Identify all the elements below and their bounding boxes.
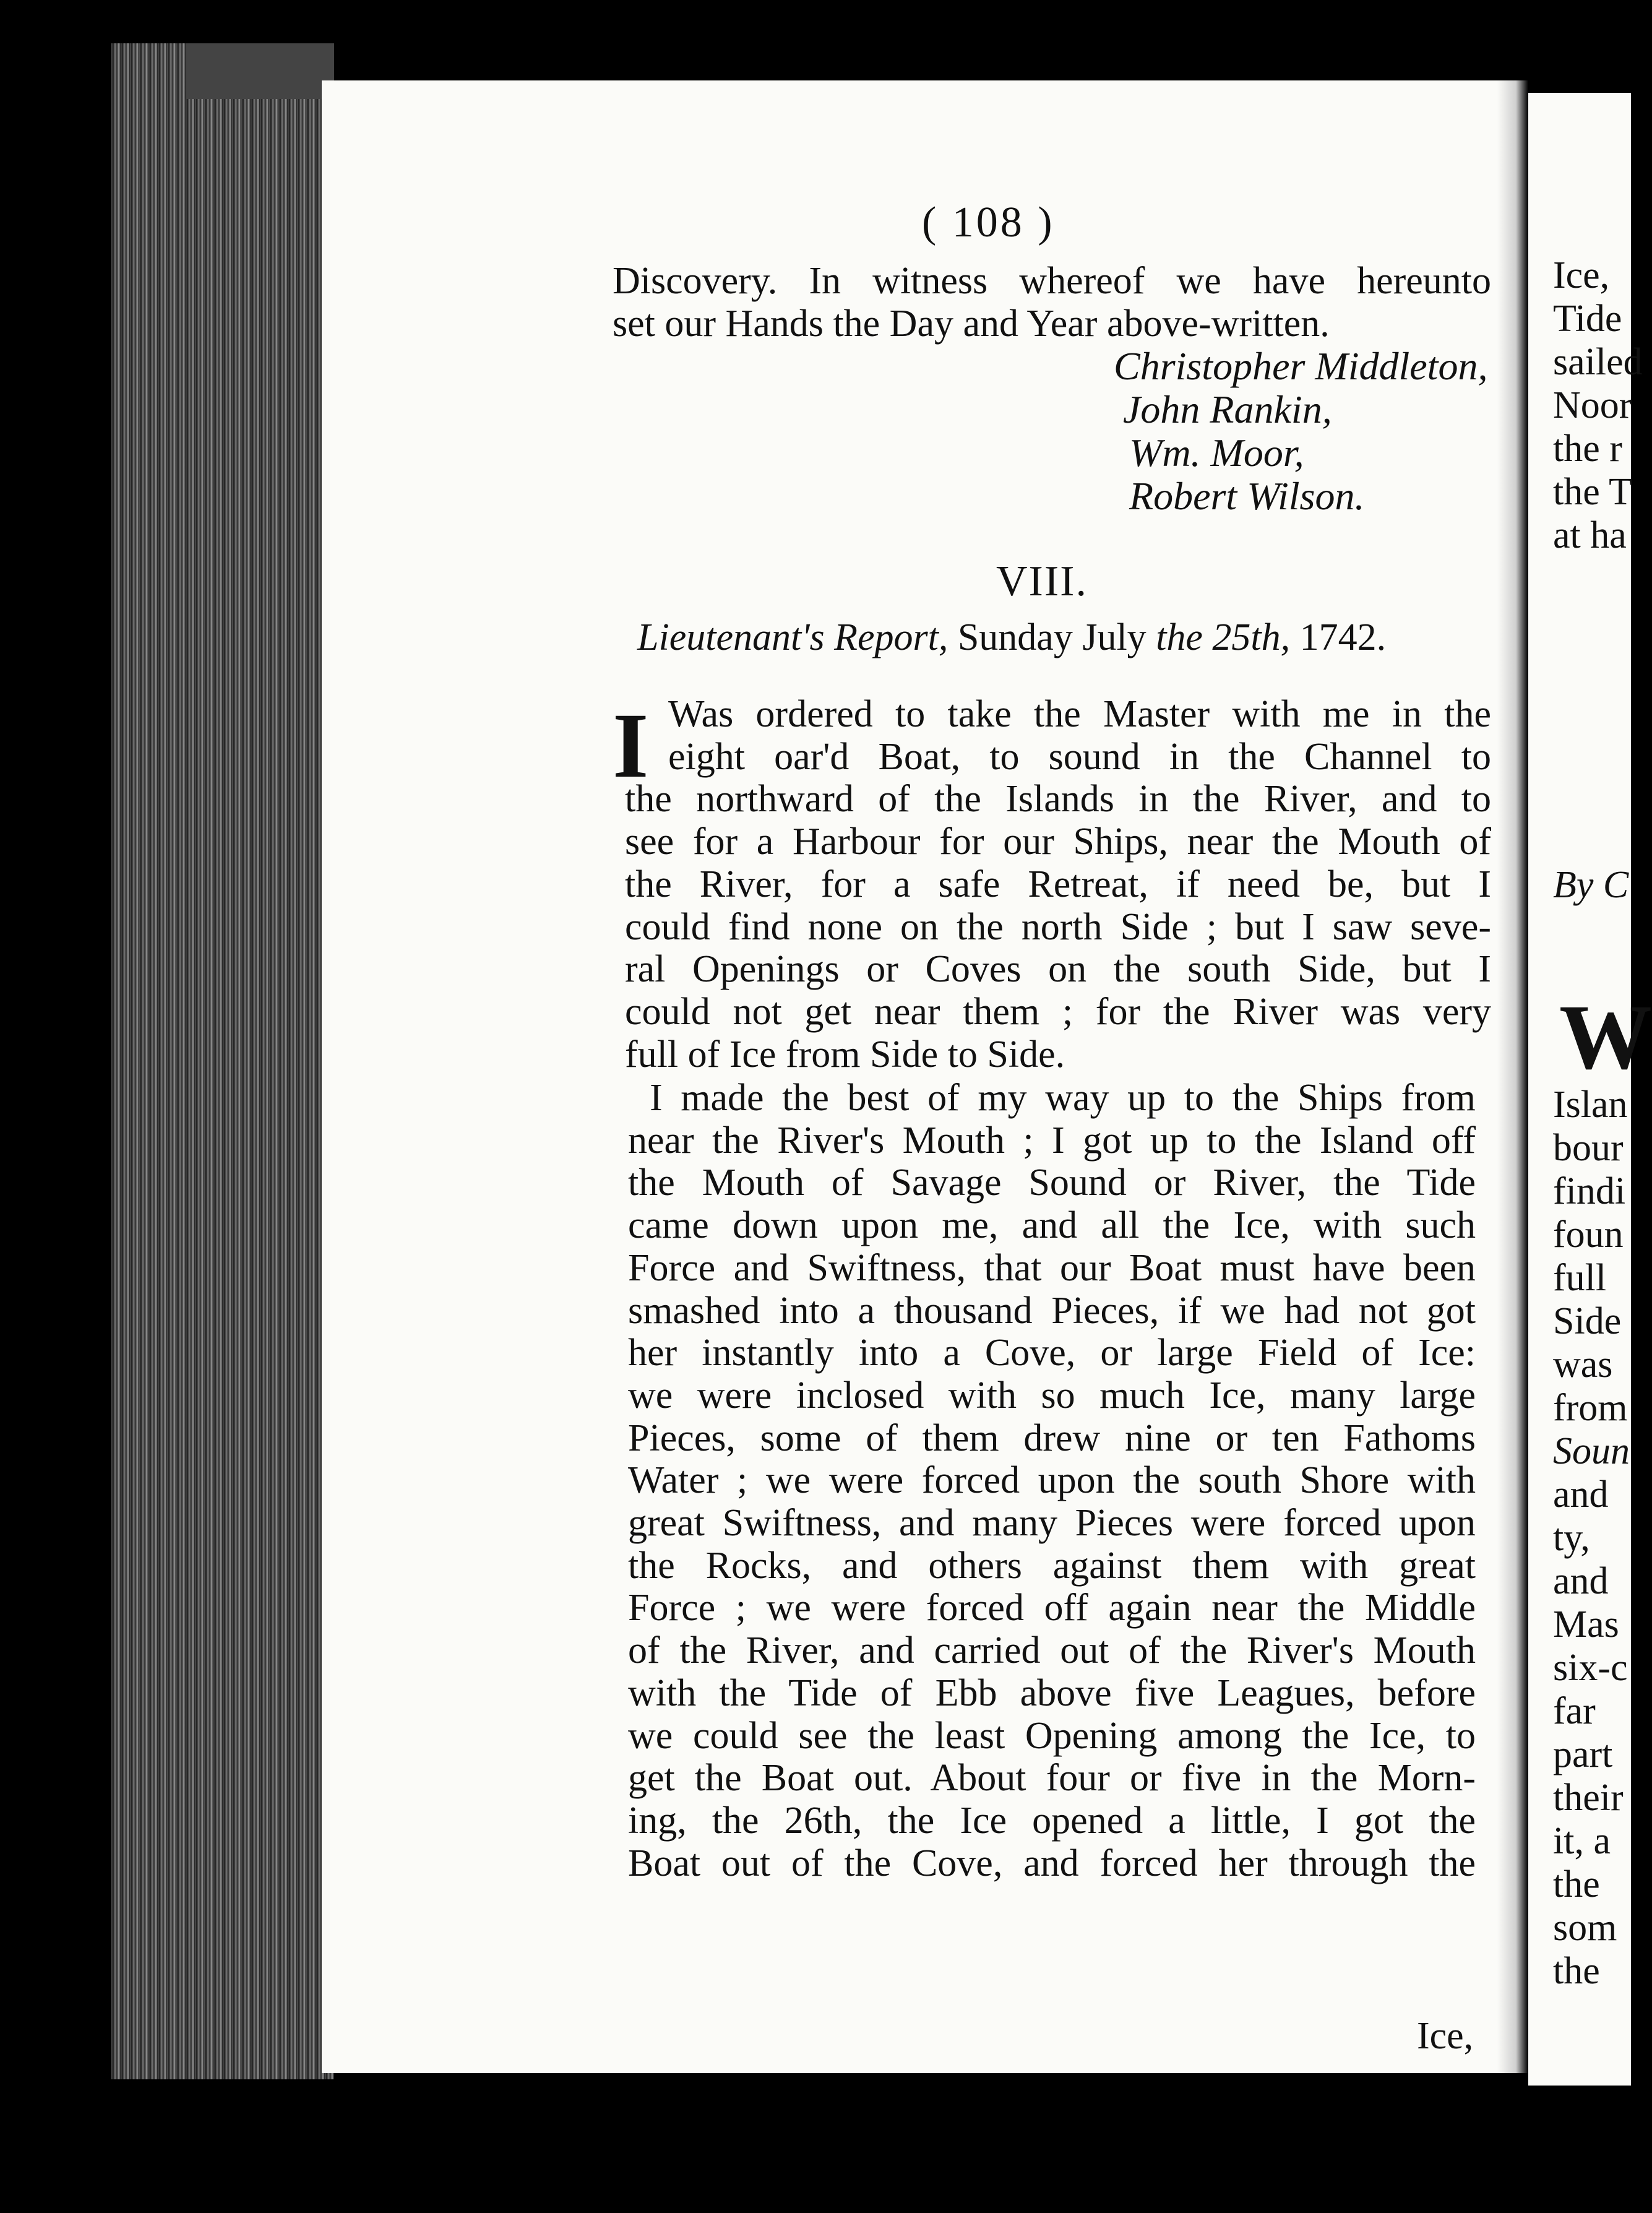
book-page-edges [111, 43, 334, 2079]
text-line: we could see the least Opening among the Ice, to [628, 1714, 1476, 1757]
report-title-part: Sunday July [948, 616, 1156, 658]
signature-3: Wm. Moor, [1129, 431, 1304, 475]
right-page-line: Side [1553, 1300, 1622, 1342]
text-line: with the Tide of Ebb above five Leagues, before [628, 1672, 1476, 1714]
text-line: I made the best of my way up to the Ships from [650, 1077, 1476, 1119]
right-page-line: Noor [1553, 384, 1632, 426]
right-page-line: Ice, [1553, 254, 1610, 296]
text-line: smashed into a thousand Pieces, if we had not got [628, 1289, 1476, 1332]
text-line: Boat out of the Cove, and forced her through the [628, 1842, 1476, 1884]
right-page-line: the T [1553, 471, 1632, 513]
right-page-line: Islan [1553, 1084, 1628, 1126]
right-page-line: and [1553, 1560, 1609, 1602]
paragraph-1 [625, 693, 1491, 1076]
right-page-drop-cap: W [1559, 986, 1652, 1089]
book-gutter [1497, 80, 1528, 2073]
right-page-by-line: By C [1553, 864, 1629, 906]
text-line: great Swiftness, and many Pieces were forced upon [628, 1502, 1476, 1545]
text-line: Discovery. In witness whereof we have hereunto [613, 260, 1491, 302]
right-page-line: six-c [1553, 1647, 1628, 1689]
text-line: the Rocks, and others against them with great [628, 1544, 1476, 1587]
signature-2: John Rankin, [1123, 387, 1332, 431]
right-page-line: from [1553, 1387, 1628, 1429]
right-page-line: the [1553, 1863, 1600, 1905]
text-line: the River, for a safe Retreat, if need be, but I [625, 863, 1491, 905]
text-line: eight oar'd Boat, to sound in the Channel to [668, 735, 1491, 778]
text-line: near the River's Mouth ; I got up to the Island off [628, 1119, 1476, 1162]
report-title [637, 616, 1386, 660]
catchword: Ice, [1417, 2015, 1474, 2057]
drop-cap: I [613, 694, 649, 797]
text-line: the northward of the Islands in the River, and to [625, 778, 1491, 821]
report-title-part: Lieutenant's Report, [637, 616, 949, 658]
text-line: Pieces, some of them drew nine or ten Fathoms [628, 1417, 1476, 1459]
book-top-edge [186, 43, 334, 99]
report-title-part: the 25th, [1156, 616, 1291, 658]
report-title-part: 1742. [1290, 616, 1387, 658]
text-line: Force and Swiftness, that our Boat must have been [628, 1246, 1476, 1289]
right-page-line: at ha [1553, 514, 1627, 556]
right-page-line: far [1553, 1690, 1596, 1732]
text-line: the Mouth of Savage Sound or River, the Tide [628, 1162, 1476, 1204]
right-page-line: part [1553, 1733, 1613, 1775]
right-page-line: foun [1553, 1214, 1624, 1256]
text-line: see for a Harbour for our Ships, near the Mouth of [625, 821, 1491, 863]
signature-1: Christopher Middleton, [1114, 344, 1488, 388]
right-page-line: their [1553, 1777, 1624, 1819]
text-line: came down upon me, and all the Ice, with such [628, 1204, 1476, 1247]
right-page-line: Mas [1553, 1603, 1619, 1646]
right-page-line: was [1553, 1344, 1613, 1386]
right-page-line: som [1553, 1907, 1617, 1949]
right-page-line: findi [1553, 1170, 1626, 1212]
text-line: Water ; we were forced upon the south Shore with [628, 1459, 1476, 1502]
right-page-line: ty, [1553, 1517, 1590, 1559]
section-numeral: VIII. [996, 558, 1088, 605]
text-line: could find none on the north Side ; but I saw seve- [625, 905, 1491, 948]
signature-4: Robert Wilson. [1129, 474, 1365, 518]
right-page-fragment [1528, 93, 1652, 2086]
right-page-line: Tide [1553, 298, 1622, 340]
page-number: ( 108 ) [922, 199, 1055, 246]
right-page-line: the [1553, 1950, 1600, 1992]
right-page-line: and [1553, 1473, 1609, 1516]
right-page-line: bour [1553, 1127, 1624, 1169]
text-line: ral Openings or Coves on the south Side, but I [625, 948, 1491, 991]
opening-lines [613, 260, 1491, 345]
right-page-line: sailed [1553, 341, 1643, 383]
text-line: Was ordered to take the Master with me in the [668, 693, 1491, 735]
right-page-line: it, a [1553, 1820, 1611, 1862]
text-line: set our Hands the Day and Year above-written. [613, 302, 1330, 345]
text-line: get the Boat out. About four or five in the Morn- [628, 1757, 1476, 1800]
right-page-line: Soun [1553, 1430, 1630, 1472]
text-line: Force ; we were forced off again near the Middle [628, 1587, 1476, 1629]
text-line: of the River, and carried out of the River's Mouth [628, 1629, 1476, 1672]
text-line: her instantly into a Cove, or large Field of Ice: [628, 1332, 1476, 1374]
text-line: ing, the 26th, the Ice opened a little, I got the [628, 1799, 1476, 1842]
right-page-line: the r [1553, 428, 1622, 470]
right-page-line: full [1553, 1257, 1607, 1299]
text-line: full of Ice from Side to Side. [625, 1033, 1065, 1076]
paragraph-2 [628, 1077, 1476, 1884]
text-line: we were inclosed with so much Ice, many large [628, 1374, 1476, 1417]
text-line: could not get near them ; for the River was very [625, 990, 1491, 1033]
